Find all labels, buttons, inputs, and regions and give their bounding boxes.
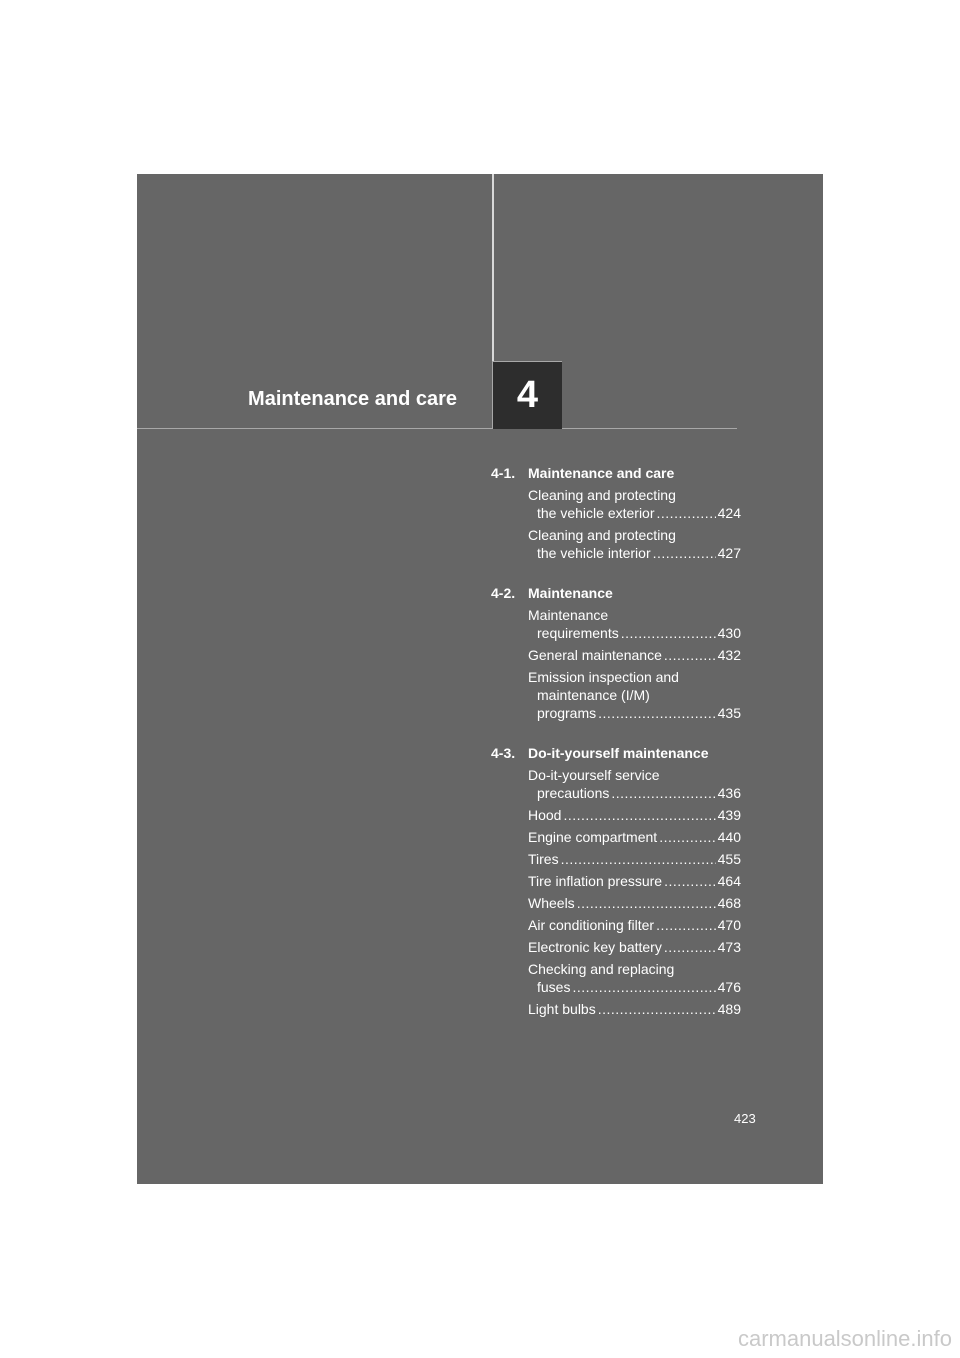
entry-leader-line bbox=[528, 1000, 741, 1018]
toc-entry[interactable] bbox=[528, 828, 741, 846]
dot-leader bbox=[577, 894, 716, 912]
toc-entry[interactable] bbox=[528, 938, 741, 956]
entry-text-line: Wheels bbox=[528, 895, 575, 911]
chapter-number-box bbox=[492, 361, 562, 429]
entry-leader-line bbox=[528, 784, 741, 802]
entry-text-line: Emission inspection and bbox=[528, 669, 679, 685]
toc-section bbox=[491, 744, 741, 1018]
entry-page-number: 464 bbox=[717, 873, 741, 889]
page-number: 423 bbox=[734, 1111, 756, 1126]
vertical-divider bbox=[492, 174, 494, 361]
entry-text-line: Air conditioning filter bbox=[528, 917, 655, 933]
toc-entry[interactable] bbox=[528, 526, 741, 562]
dot-leader bbox=[598, 1000, 716, 1018]
section-number: 4-2. bbox=[491, 585, 516, 601]
dot-leader bbox=[659, 828, 715, 846]
toc-entry[interactable] bbox=[528, 606, 741, 642]
entry-page-number: 439 bbox=[717, 807, 741, 823]
entry-page-number: 476 bbox=[717, 979, 741, 995]
toc-entry[interactable] bbox=[528, 894, 741, 912]
entry-leader-line bbox=[528, 504, 741, 522]
entry-text-line: maintenance (I/M) bbox=[537, 687, 650, 703]
dot-leader bbox=[563, 806, 715, 824]
toc-entry[interactable] bbox=[528, 916, 741, 934]
entry-leader-line bbox=[528, 806, 741, 824]
dot-leader bbox=[611, 784, 715, 802]
entry-leader-line bbox=[528, 850, 741, 868]
section-heading[interactable] bbox=[491, 744, 741, 762]
section-title: Maintenance bbox=[528, 585, 613, 601]
section-heading[interactable] bbox=[491, 584, 741, 602]
entry-page-number: 432 bbox=[717, 647, 741, 663]
entry-text-line: Cleaning and protecting bbox=[528, 487, 676, 503]
entry-text-line: Electronic key battery bbox=[528, 939, 662, 955]
entry-text-line: Checking and replacing bbox=[528, 961, 675, 977]
entry-leader-line bbox=[528, 704, 741, 722]
entry-text-line: requirements bbox=[537, 625, 619, 641]
chapter-title: Maintenance and care bbox=[248, 388, 457, 410]
entry-page-number: 435 bbox=[717, 705, 741, 721]
entry-leader-line bbox=[528, 938, 741, 956]
entry-leader-line bbox=[528, 544, 741, 562]
dot-leader bbox=[561, 850, 716, 868]
section-number: 4-1. bbox=[491, 465, 516, 481]
entry-page-number: 489 bbox=[717, 1001, 741, 1017]
watermark: carmanualsonline.info bbox=[737, 1326, 952, 1351]
entry-page-number: 424 bbox=[717, 505, 741, 521]
entry-leader-line bbox=[528, 978, 741, 996]
chapter-number: 4 bbox=[516, 374, 539, 416]
toc-entry[interactable] bbox=[528, 646, 741, 664]
toc-section bbox=[491, 584, 741, 722]
dot-leader bbox=[653, 544, 716, 562]
entry-page-number: 473 bbox=[717, 939, 741, 955]
entry-text-line: the vehicle exterior bbox=[537, 505, 655, 521]
dot-leader bbox=[572, 978, 715, 996]
dot-leader bbox=[664, 646, 716, 664]
entry-page-number: 470 bbox=[717, 917, 741, 933]
entry-page-number: 436 bbox=[717, 785, 741, 801]
entry-page-number: 430 bbox=[717, 625, 741, 641]
entry-leader-line bbox=[528, 828, 741, 846]
toc-entry[interactable] bbox=[528, 872, 741, 890]
dot-leader bbox=[664, 938, 716, 956]
entry-text-line: Tires bbox=[528, 851, 559, 867]
entry-page-number: 455 bbox=[717, 851, 741, 867]
entry-text-line: Tire inflation pressure bbox=[528, 873, 663, 889]
toc-entry[interactable] bbox=[528, 960, 741, 996]
entry-leader-line bbox=[528, 646, 741, 664]
entry-text-line: Cleaning and protecting bbox=[528, 527, 676, 543]
toc-entry[interactable] bbox=[528, 1000, 741, 1018]
entry-leader-line bbox=[528, 894, 741, 912]
entry-text-line: General maintenance bbox=[528, 647, 662, 663]
entry-text-line: fuses bbox=[537, 979, 571, 995]
toc-entry[interactable] bbox=[528, 486, 741, 522]
dot-leader bbox=[621, 624, 716, 642]
entry-text-line: Maintenance bbox=[528, 607, 609, 623]
entry-text-line: Light bulbs bbox=[528, 1001, 596, 1017]
section-number: 4-3. bbox=[491, 745, 516, 761]
entry-text-line: Engine compartment bbox=[528, 829, 658, 845]
entry-text-line: Hood bbox=[528, 807, 562, 823]
entry-page-number: 440 bbox=[717, 829, 741, 845]
dot-leader bbox=[656, 916, 716, 934]
toc-section bbox=[491, 464, 741, 562]
dot-leader bbox=[657, 504, 716, 522]
toc-entry[interactable] bbox=[528, 850, 741, 868]
entry-leader-line bbox=[528, 624, 741, 642]
entry-text-line: precautions bbox=[537, 785, 610, 801]
entry-text-line: the vehicle interior bbox=[537, 545, 651, 561]
entry-leader-line bbox=[528, 872, 741, 890]
entry-page-number: 427 bbox=[717, 545, 741, 561]
dot-leader bbox=[598, 704, 716, 722]
table-of-contents bbox=[491, 464, 741, 1040]
entry-page-number: 468 bbox=[717, 895, 741, 911]
toc-entry[interactable] bbox=[528, 806, 741, 824]
entry-text-line: programs bbox=[537, 705, 597, 721]
entry-leader-line bbox=[528, 916, 741, 934]
section-title: Maintenance and care bbox=[528, 465, 675, 481]
section-heading[interactable] bbox=[491, 464, 741, 482]
entry-text-line: Do-it-yourself service bbox=[528, 767, 660, 783]
toc-entry[interactable] bbox=[528, 668, 741, 722]
section-title: Do-it-yourself maintenance bbox=[528, 745, 709, 761]
dot-leader bbox=[664, 872, 716, 890]
header-rule bbox=[137, 428, 737, 429]
toc-entry[interactable] bbox=[528, 766, 741, 802]
